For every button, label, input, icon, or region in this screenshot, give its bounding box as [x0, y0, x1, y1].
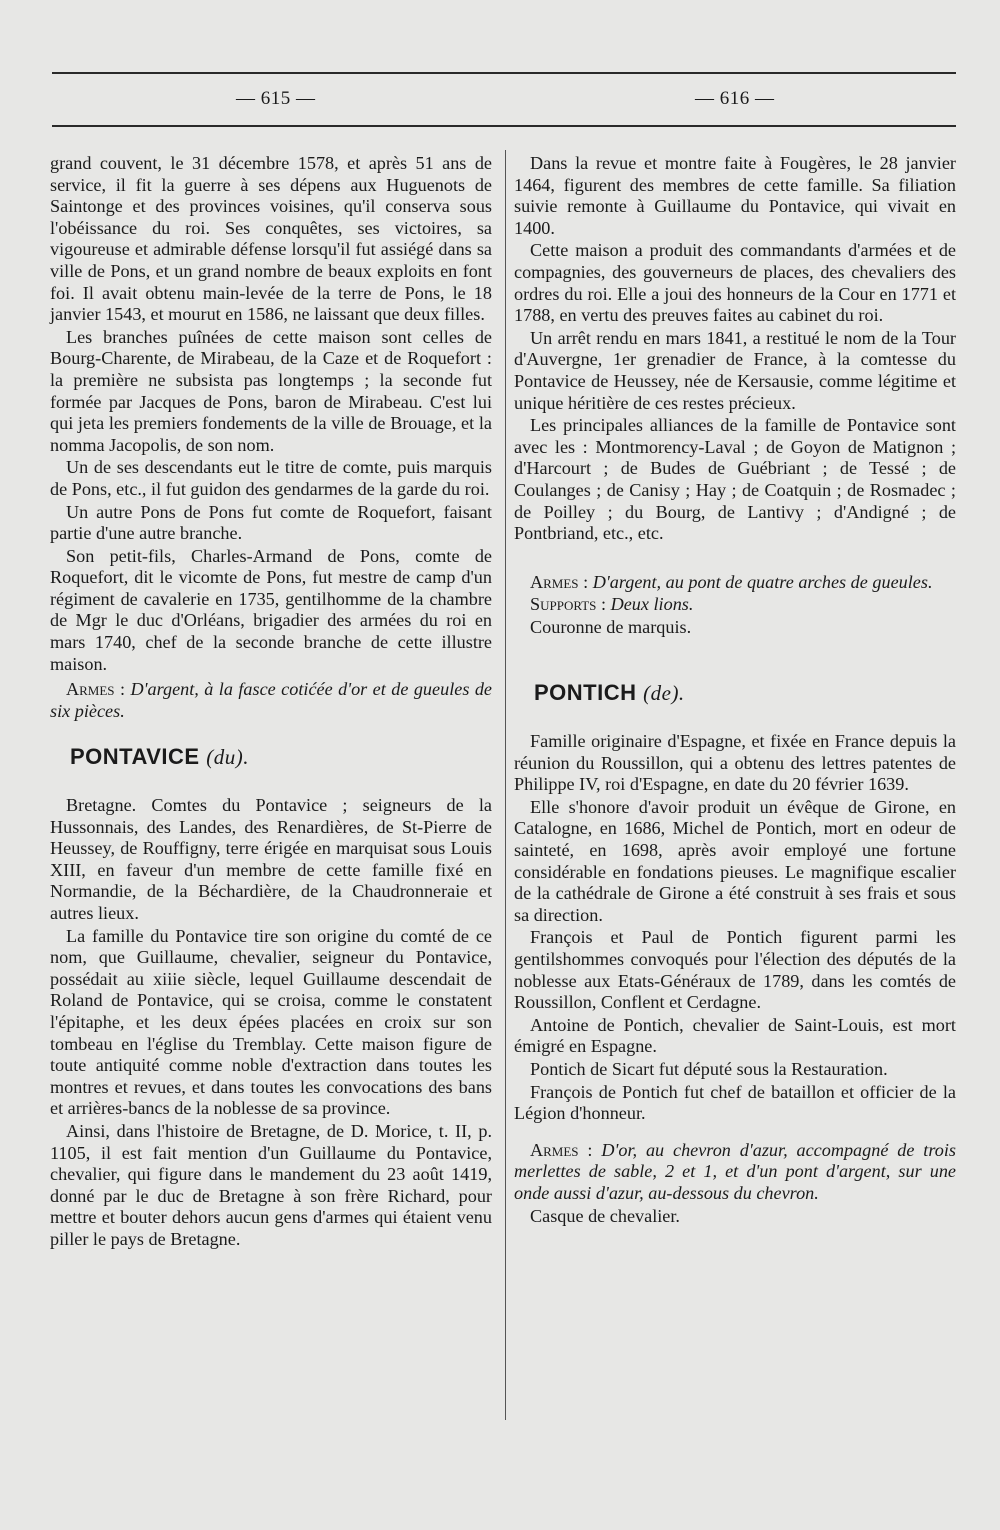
header-top-rule: [52, 72, 956, 74]
paragraph: Un de ses descendants eut le titre de comte, puis marquis de Pons, etc., il fut guidon des gendarmes de la garde du roi.: [50, 457, 492, 499]
paragraph: François et Paul de Pontich figurent parmi les gentilshommes convoqués pour l'élection des députés de la noblesse aux Etats-Généraux de 1789, dans les comtés de Roussillon, Conflent et Cerdagne.: [514, 927, 956, 1013]
heading-particle: (du).: [206, 745, 249, 770]
spacer: [514, 546, 956, 568]
supports-label: Supports: [530, 594, 597, 615]
arms-entry: [50, 679, 492, 722]
paragraph: Son petit-fils, Charles-Armand de Pons, comte de Roquefort, dit le vicomte de Pons, fut mestre de camp d'un régiment de cavalerie en 1735, gentilhomme de la chambre de Mgr le duc d'Orléans, brigadier des armées du roi en mars 1740, chef de la seconde branche de cette illustre maison.: [50, 545, 492, 674]
supports-separator: :: [596, 594, 611, 615]
left-column: [50, 153, 492, 1252]
arms-separator: :: [114, 679, 131, 700]
paragraph: Pontich de Sicart fut député sous la Restauration.: [530, 1058, 888, 1079]
arms-separator: :: [578, 1139, 602, 1160]
arms-entry: [514, 572, 956, 594]
supports-text: Deux lions.: [610, 594, 694, 615]
section-heading-pontavice: [70, 746, 492, 769]
supports-entry: [514, 594, 956, 616]
paragraph: Les branches puînées de cette maison sont celles de Bourg-Charente, de Mirabeau, de la Caze et de Roquefort : la première ne subsista pas longtemps ; la seconde fut formée par Jacques de Pons, baron de Mirabeau. C'est lui qui jeta les premiers fondements de la ville de Brouage, et la nomma Jacopolis, de son nom.: [50, 326, 492, 455]
arms-text: D'argent, à la fasce cotićée d'or et de gueules de six pièces.: [50, 679, 492, 721]
section-heading-pontich: [534, 682, 956, 705]
arms-label: Armes: [530, 1139, 579, 1160]
arms-label: Armes: [66, 679, 115, 700]
paragraph: Dans la revue et montre faite à Fougères, le 28 janvier 1464, figurent des membres de cette famille. Sa filiation suivie remonte à Guillaume du Pontavice, qui vivait en 1400.: [514, 153, 956, 238]
arms-text: D'argent, au pont de quatre arches de gueules.: [592, 571, 933, 592]
left-page-number: — 615 —: [236, 88, 316, 109]
right-column: [514, 153, 956, 1228]
paragraph: Un autre Pons de Pons fut comte de Roquefort, faisant partie d'une autre branche.: [50, 501, 492, 544]
paragraph: François de Pontich fut chef de bataillon et officier de la Légion d'honneur.: [514, 1081, 956, 1124]
arms-text: D'or, au chevron d'azur, accompagné de trois merlettes de sable, 2 et 1, et d'un pont d'argent, sur une onde aussi d'azur, au-dessous du chevron.: [514, 1139, 956, 1203]
arms-entry: [514, 1140, 956, 1205]
paragraph: Famille originaire d'Espagne, et fixée en France depuis la réunion du Roussillon, qui a obtenu des lettres patentes de Philippe IV, roi d'Espagne, en date du 20 février 1639.: [514, 731, 956, 795]
spacer: [514, 1126, 956, 1136]
paragraph: Bretagne. Comtes du Pontavice ; seigneurs de la Hussonnais, des Landes, des Renardières, de St-Pierre de Heussey, de Rouffigny, terre érigée en marquisat sous Louis XIII, en faveur d'un membre de cette famille fixé en Normandie, de la Béchardière, de la Chaudronneraie et autres lieux.: [50, 795, 492, 923]
heading-particle: (de).: [643, 681, 685, 706]
arms-label: Armes: [530, 571, 579, 592]
crown-entry: Couronne de marquis.: [530, 616, 692, 637]
helmet-entry: Casque de chevalier.: [530, 1205, 680, 1226]
paragraph: grand couvent, le 31 décembre 1578, et après 51 ans de service, il fit la guerre à ses dépens aux Huguenots de Saintonge et des provinces voisines, qu'il conserva sous l'obéissance du roi. Ses conquêtes, ses victoires, sa vigoureuse et admirable défense lorsqu'il fut assiégé dans sa ville de Pons, et un grand nombre de beaux exploits en font foi. Il avait obtenu main-levée de la terre de Pons, le 18 janvier 1543, et mourut en 1586, ne laissant que deux filles.: [50, 153, 492, 325]
paragraph: La famille du Pontavice tire son origine du comté de ce nom, que Guillaume, chevalier, seigneur du Pontavice, possédait au xiiie siècle, lequel Guillaume descendait de Roland de Pontavice, qui se croisa, comme le constatent l'épitaphe, et les deux épées placées en croix sur son tombeau en l'église du Tremblay. Cette maison figure de toute antiquité comme noble d'extraction dans toutes les montres et revues, et dans toutes les convocations des bans et arrières-bancs de la noblesse de sa province.: [50, 925, 492, 1119]
paragraph: Un arrêt rendu en mars 1841, a restitué le nom de la Tour d'Auvergne, 1er grenadier de France, à la comtesse du Pontavice de Heussey, née de Kersausie, comme légitime et unique héritière de ces restes précieux.: [514, 327, 956, 413]
paragraph: Elle s'honore d'avoir produit un évêque de Girone, en Catalogne, en 1686, Michel de Pontich, mort en odeur de sainteté, en 1698, après avoir employé une fortune considérable en fondations pieuses. Le magnifique escalier de la cathédrale de Girone a été construit à ses frais et sous sa direction.: [514, 796, 956, 925]
arms-separator: :: [578, 571, 593, 592]
heading-name: PONTICH: [534, 680, 637, 706]
paragraph: Ainsi, dans l'histoire de Bretagne, de D. Morice, t. II, p. 1105, il est fait mention d'un Guillaume du Pontavice, chevalier, qui figure dans le mandement du 23 août 1419, donné par le duc de Bretagne à son frère Richard, pour mettre et bouter dehors aucun gens d'armes qui étaient venu piller le pays de Bretagne.: [50, 1120, 492, 1249]
right-page-number: — 616 —: [695, 88, 775, 109]
heading-name: PONTAVICE: [70, 744, 200, 770]
paragraph: Les principales alliances de la famille de Pontavice sont avec les : Montmorency-Laval ; de Goyon de Matignon ; d'Harcourt ; de Budes de Guébriant ; de Tessé ; de Coulanges ; de Canisy ; Hay ; de Coatquin ; de Rosmadec ; de Poilley ; du Bourg, de Lantivy ; d'Andigné ; de Pontbriand, etc., etc.: [514, 415, 956, 544]
header-bottom-rule: [52, 125, 956, 127]
column-divider: [505, 150, 506, 1420]
paragraph: Cette maison a produit des commandants d'armées et de compagnies, des gouverneurs de places, des chevaliers des ordres du roi. Elle a joui des honneurs de la Cour en 1771 et 1788, en vertu des preuves faites au cabinet du roi.: [514, 240, 956, 326]
paragraph: Antoine de Pontich, chevalier de Saint-Louis, est mort émigré en Espagne.: [514, 1014, 956, 1057]
